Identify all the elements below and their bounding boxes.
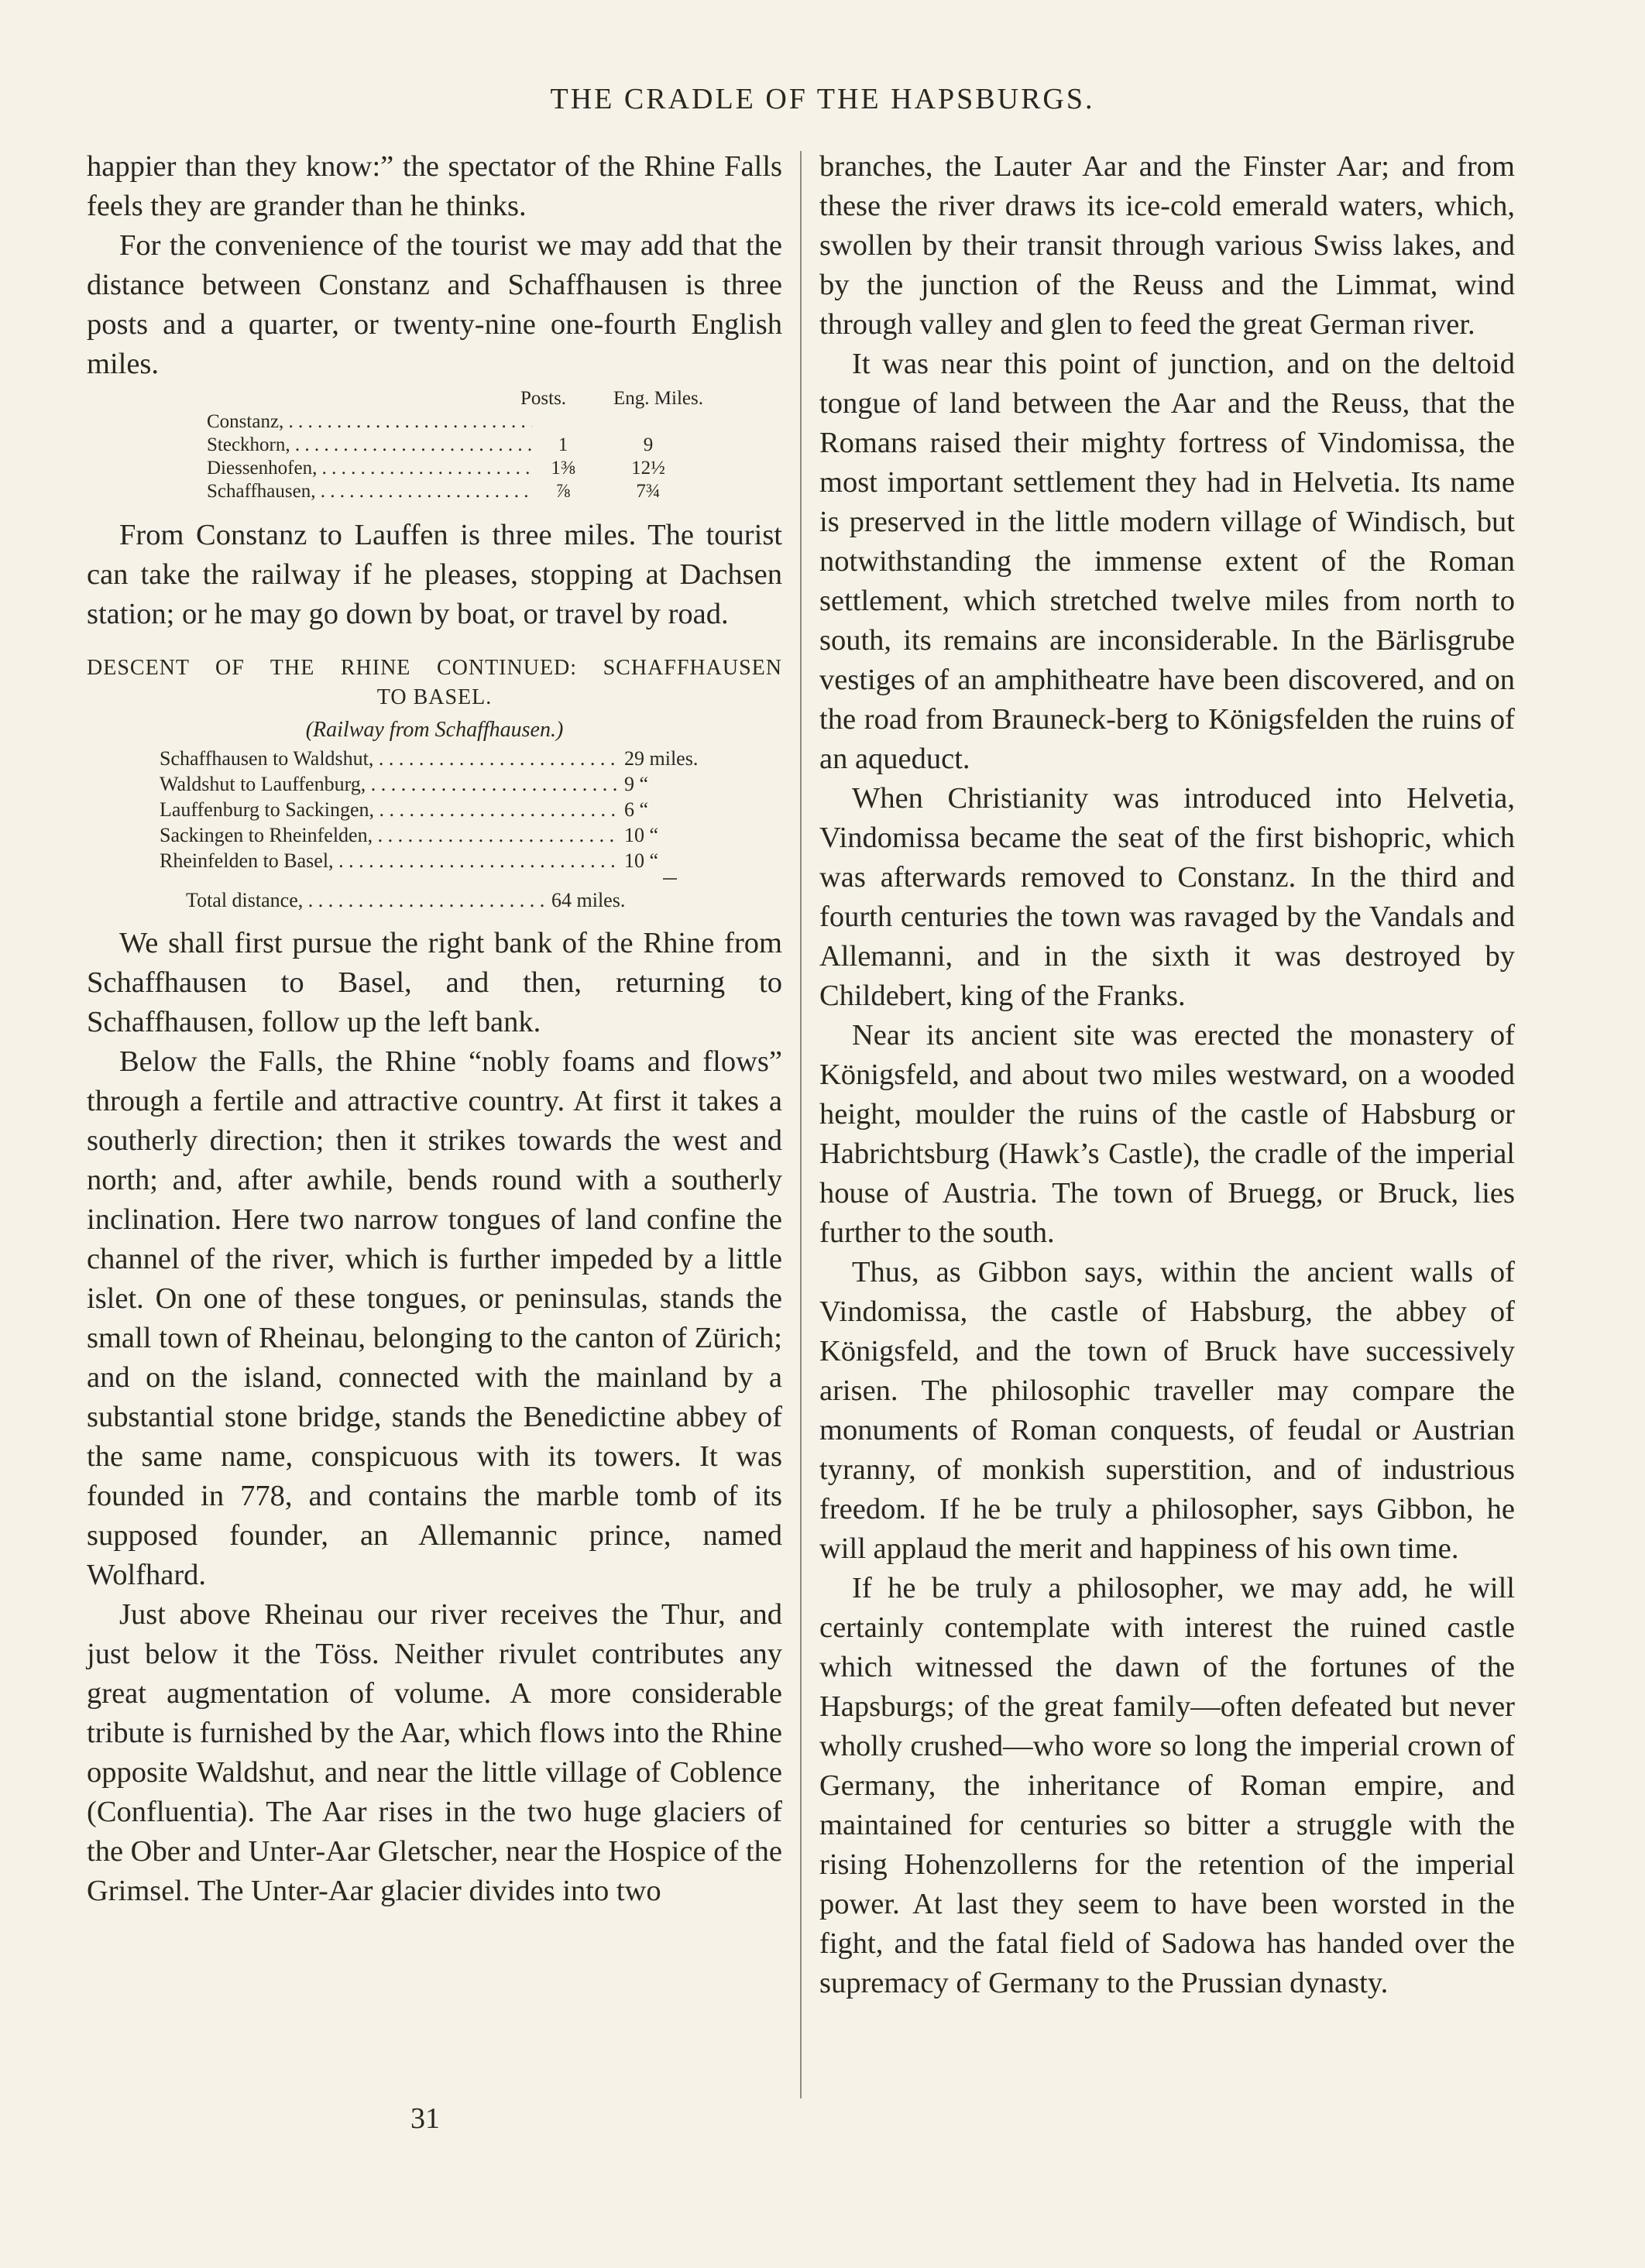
route-total-row [186, 887, 652, 913]
place-name: Steckhorn, . . . [207, 434, 532, 457]
running-head: THE CRADLE OF THE HAPSBURGS. [550, 83, 1095, 115]
paragraph: We shall first pursue the right bank of the Rhine from Schaffhausen to Basel, and then, returning to Schaffhausen, follow up the left bank. [87, 927, 782, 1038]
column-divider [800, 151, 802, 2098]
route-name: Schaffhausen to Waldshut, . . . [160, 746, 618, 771]
page-number: 31 [410, 2102, 440, 2135]
route-name: Sackingen to Rheinfelden, . . . [160, 822, 618, 848]
posts-table [87, 387, 782, 503]
posts-column-header: Posts. [520, 388, 567, 409]
route-row [160, 848, 725, 873]
paragraph: Thus, as Gibbon says, within the ancient walls of Vindomissa, the castle of Habsburg, the abbey of Königsfeld, and the town of Bruck have successively arisen. The philosophic traveller may compare the monuments of Roman conquests, of feudal or Austrian tyranny, of monkish superstition, and of industrious freedom. If he be truly a philosopher, says Gibbon, he will applaud the merit and happiness of his own time. [819, 1256, 1515, 1565]
route-distance: 9 “ [624, 773, 649, 795]
route-distance: 6 “ [624, 798, 649, 821]
posts-table-row [87, 434, 782, 457]
paragraph: It was near this point of junction, and on the deltoid tongue of land between the Aar and the Reuss, that the Romans raised their mighty fortress of Vindomissa, the most important settlement they had in Helvetia. Its name is preserved in the little modern village of Windisch, but notwithstanding the immense extent of the Roman settlement, which stretched twelve miles from north to south, its remains are inconsiderable. In the Bärlisgrube vestiges of an amphitheatre have been discovered, and on the road from Brauneck-berg to Königsfelden the ruins of an aqueduct. [819, 348, 1515, 775]
route-name: Waldshut to Lauffenburg, . . . [160, 771, 618, 797]
total-value: 64 miles. [551, 889, 626, 911]
left-column [87, 147, 782, 1911]
route-table [160, 746, 725, 880]
paragraph: Near its ancient site was erected the monastery of Königsfeld, and about two miles westward, on a wooded height, moulder the ruins of the castle of Habsburg or Habrichtsburg (Hawk’s Castle), the cradle of the imperial house of Austria. The town of Bruegg, or Bruck, lies further to the south. [819, 1019, 1515, 1249]
route-row [160, 797, 725, 822]
place-name: Diessenhofen, . . . [207, 457, 532, 480]
paragraph: From Constanz to Lauffen is three miles. The tourist can take the railway if he pleases, stopping at Dachsen station; or he may go down by boat, or travel by road. [87, 519, 782, 630]
route-name: Lauffenburg to Sackingen, . . . [160, 797, 618, 822]
paragraph: happier than they know:” the spectator of the Rhine Falls feels they are grander than he thinks. [87, 150, 782, 222]
route-name: Rheinfelden to Basel, . . . [160, 848, 618, 873]
posts-value [532, 410, 594, 434]
posts-value: ⅞ [555, 481, 571, 502]
paragraph: If he be truly a philosopher, we may add, he will certainly contemplate with interest the ruined castle which witnessed the dawn of the fortunes of the Hapsburgs; of the great family—often defeated but never wholly crushed—who wore so long the imperial crown of Germany, the inheritance of Roman empire, and maintained for centuries so bitter a struggle with the rising Hohenzollerns for the retention of the imperial power. At last they seem to have been worsted in the fight, and the fatal field of Sadowa has handed over the supremacy of Germany to the Prussian dynasty. [819, 1572, 1515, 1999]
posts-table-row [87, 457, 782, 480]
right-column [819, 147, 1515, 2003]
paragraph: Just above Rheinau our river receives the Thur, and just below it the Töss. Neither rivulet contributes any great augmentation of volume. A more considerable tribute is furnished by the Aar, which flows into the Rhine opposite Waldshut, and near the little village of Coblence (Confluentia). The Aar rises in the two huge glaciers of the Ober and Unter-Aar Gletscher, near the Hospice of the Grimsel. The Unter-Aar glacier divides into two [87, 1598, 782, 1907]
paragraph: branches, the Lauter Aar and the Finster Aar; and from these the river draws its ice-cold emerald waters, which, swollen by their transit through various Swiss lakes, and by the junction of the Reuss and the Limmat, wind through valley and glen to feed the great German river. [819, 150, 1515, 341]
section-heading: DESCENT OF THE RHINE CONTINUED: SCHAFFHAUSEN [87, 656, 782, 680]
paragraph: Below the Falls, the Rhine “nobly foams and flows” through a fertile and attractive country. At first it takes a southerly direction; then it strikes towards the west and north; and, after awhile, bends round with a southerly inclination. Here two narrow tongues of land confine the channel of the river, which is further impeded by a little islet. On one of these tongues, or peninsulas, stands the small town of Rheinau, belonging to the canton of Zürich; and on the island, connected with the mainland by a substantial stone bridge, stands the Benedictine abbey of the same name, conspicuous with its towers. It was founded in 778, and contains the marble tomb of its supposed founder, an Allemannic prince, named Wolfhard. [87, 1045, 782, 1591]
route-row [160, 771, 725, 797]
route-distance: 29 miles. [624, 747, 699, 770]
section-subheading: (Railway from Schaffhausen.) [305, 718, 564, 742]
sum-rule [663, 878, 677, 880]
paragraph: When Christianity was introduced into Helvetia, Vindomissa became the seat of the first bishopric, which was afterwards removed to Constanz. In the third and fourth centuries the town was ravaged by the Vandals and Allemanni, and in the sixth it was destroyed by Childebert, king of the Franks. [819, 782, 1515, 1012]
posts-table-header [87, 387, 782, 410]
paragraph: For the convenience of the tourist we may add that the distance between Constanz and Schaffhausen is three posts and a quarter, or twenty-nine one-fourth English miles. [87, 229, 782, 380]
route-row [160, 746, 725, 771]
miles-value [594, 410, 702, 434]
miles-value: 7¾ [636, 481, 661, 502]
place-name: Schaffhausen, . . . [207, 480, 532, 503]
posts-table-row [87, 480, 782, 503]
miles-value: 12½ [631, 458, 665, 479]
route-distance: 10 “ [624, 849, 659, 872]
section-heading-continued: TO BASEL. [376, 685, 493, 709]
place-name: Constanz, . . . [207, 410, 532, 434]
route-row [160, 822, 725, 848]
miles-value: 9 [643, 434, 654, 455]
miles-column-header: Eng. Miles. [613, 388, 703, 409]
posts-table-row [87, 410, 782, 434]
posts-value: 1⅜ [551, 458, 575, 479]
total-label: Total distance, . . . [186, 887, 545, 913]
route-distance: 10 “ [624, 824, 659, 846]
posts-value: 1 [558, 434, 568, 455]
